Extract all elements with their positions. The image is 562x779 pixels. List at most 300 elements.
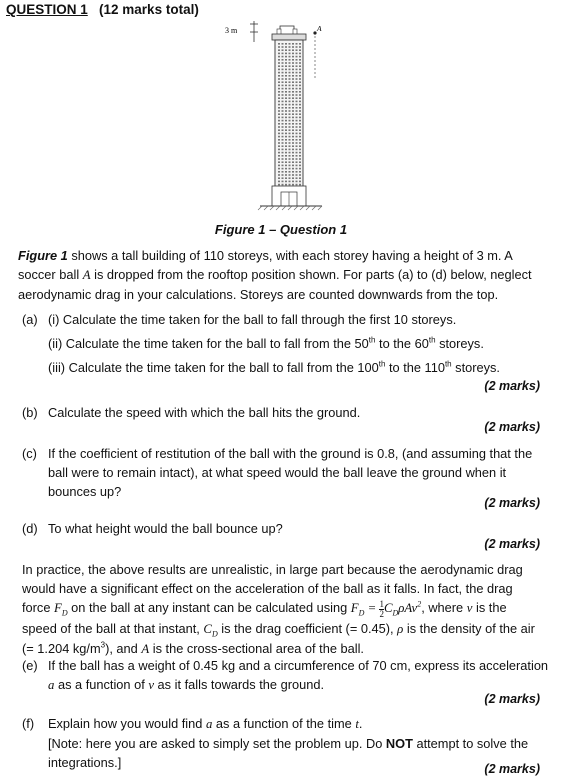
building-window [292, 165, 294, 167]
building-window [299, 136, 301, 138]
building-window [296, 65, 298, 67]
building-window [282, 91, 284, 93]
building-window [282, 133, 284, 135]
building-window [299, 65, 301, 67]
building-window [296, 158, 298, 160]
building-window [278, 104, 280, 106]
building-window [278, 158, 280, 160]
building-window [282, 104, 284, 106]
building-window [285, 59, 287, 61]
building-window [296, 62, 298, 64]
building-window [289, 158, 291, 160]
building-window [299, 56, 301, 58]
building-window [282, 181, 284, 183]
building-window [292, 81, 294, 83]
building-window [289, 88, 291, 90]
building-window [296, 145, 298, 147]
building-window [289, 113, 291, 115]
building-window [282, 136, 284, 138]
building-window [299, 149, 301, 151]
building-window [285, 46, 287, 48]
building-window [296, 78, 298, 80]
building-window [289, 43, 291, 45]
building-window [278, 171, 280, 173]
question-c: (c) If the coefficient of restitution of the ball with the ground is 0.8, (and assuming that the ball were to remain intact), at what speed would the ball leave the ground when it bounces up? [22, 446, 533, 499]
building-window [289, 101, 291, 103]
building-window [278, 69, 280, 71]
building-window [299, 181, 301, 183]
building-window [278, 139, 280, 141]
building-window [285, 101, 287, 103]
building-window [285, 88, 287, 90]
building-window [299, 120, 301, 122]
building-window [296, 168, 298, 170]
building-window [292, 110, 294, 112]
building-window [299, 145, 301, 147]
building-window [289, 165, 291, 167]
building-window [282, 165, 284, 167]
building-window [282, 123, 284, 125]
building-window [285, 174, 287, 176]
building-window [289, 91, 291, 93]
building-window [278, 97, 280, 99]
building-window [296, 161, 298, 163]
building-window [292, 91, 294, 93]
building-window [282, 49, 284, 51]
building-window [285, 152, 287, 154]
building-window [299, 43, 301, 45]
building-window [296, 101, 298, 103]
building-window [285, 168, 287, 170]
building-window [278, 107, 280, 109]
figure-reference: Figure 1 [18, 248, 68, 263]
building-window [296, 155, 298, 157]
building-window [296, 123, 298, 125]
building-window [299, 177, 301, 179]
building-window [278, 49, 280, 51]
building-window [296, 129, 298, 131]
building-window [285, 72, 287, 74]
building-window [296, 97, 298, 99]
building-window [299, 129, 301, 131]
building-window [296, 181, 298, 183]
building-window [278, 129, 280, 131]
building-window [299, 49, 301, 51]
building-window [289, 145, 291, 147]
building-window [285, 136, 287, 138]
building-window [299, 174, 301, 176]
building-window [296, 59, 298, 61]
building-window [292, 101, 294, 103]
building-window [296, 117, 298, 119]
question-number: QUESTION 1 [6, 2, 88, 17]
building-window [296, 139, 298, 141]
building-window [282, 145, 284, 147]
building-window [292, 88, 294, 90]
building-window [278, 133, 280, 135]
building-window [296, 75, 298, 77]
building-window [292, 56, 294, 58]
question-e: (e) If the ball has a weight of 0.45 kg and a circumference of 70 cm, express its acceleration a as a function of v as it falls towards the ground. [22, 658, 549, 692]
building-window [289, 171, 291, 173]
building-window [299, 46, 301, 48]
building-window [289, 123, 291, 125]
building-window [289, 184, 291, 186]
building-window [282, 168, 284, 170]
building-window [285, 110, 287, 112]
question-d: (d) To what height would the ball bounce up? [22, 521, 283, 536]
building-window [282, 117, 284, 119]
building-window [285, 113, 287, 115]
building-window [285, 56, 287, 58]
building-window [278, 88, 280, 90]
practice-paragraph: In practice, the above results are unrealistic, in large part because the aerodynamic drag would have a significant effect on the acceleration of the ball as it falls. In fact, the drag force $F_D$ on the ball at any instant can be calculated using $F_D$ = $\frac{1}{2}$ $C_D\rho Av^2$, where v is the speed of the ball at that instant, $C_D$ is the drag coefficient (= 0.45), ρ is the density of the air (= 1.204 $kg/m^3$), and A is the cross-sectional area of the ball. [22, 562, 535, 656]
building-window [289, 181, 291, 183]
building-window [278, 46, 280, 48]
building-window [289, 56, 291, 58]
building-window [299, 161, 301, 163]
building-window [278, 145, 280, 147]
question-b-marks: (2 marks) [484, 420, 540, 434]
building-window [278, 65, 280, 67]
building-window [292, 49, 294, 51]
building-window [285, 53, 287, 55]
building-window [278, 113, 280, 115]
building-window [285, 91, 287, 93]
building-window [278, 161, 280, 163]
building-window [292, 69, 294, 71]
question-f: (f) Explain how you would find a as a function of the time t. [Note: here you are asked to simply set the problem up. Do NOT attempt to solve the integrations.] [22, 716, 529, 770]
question-a [22, 310, 456, 329]
building-window [292, 59, 294, 61]
building-window [289, 129, 291, 131]
building-window [299, 53, 301, 55]
building-window [296, 81, 298, 83]
building-window [289, 161, 291, 163]
building-window [285, 133, 287, 135]
building-window [289, 136, 291, 138]
building-window [292, 126, 294, 128]
building-window [289, 85, 291, 87]
building-window [289, 120, 291, 122]
building-window [292, 43, 294, 45]
building-window [289, 53, 291, 55]
building-window [282, 161, 284, 163]
building-window [278, 149, 280, 151]
building-window [282, 158, 284, 160]
building-window [289, 126, 291, 128]
building-window [289, 97, 291, 99]
building-window [292, 65, 294, 67]
building-window [278, 152, 280, 154]
building-window [285, 85, 287, 87]
building-window [292, 46, 294, 48]
building-window [292, 123, 294, 125]
building-window [285, 123, 287, 125]
figure-caption: Figure 1 – Question 1 [214, 222, 348, 237]
building-window [296, 56, 298, 58]
building-window [282, 139, 284, 141]
building-window [289, 155, 291, 157]
building-window [282, 142, 284, 144]
building-window [282, 69, 284, 71]
building-window [278, 78, 280, 80]
building-window [299, 85, 301, 87]
building-window [296, 171, 298, 173]
building-window [278, 53, 280, 55]
building-window [282, 184, 284, 186]
building-window [282, 113, 284, 115]
building-window [296, 107, 298, 109]
question-a-iii: (iii) Calculate the time taken for the ball to fall from the 100th to the 110th storeys. [48, 359, 500, 375]
building-window [292, 177, 294, 179]
building-window [299, 117, 301, 119]
building-window [285, 129, 287, 131]
building-window [292, 174, 294, 176]
building-window [289, 139, 291, 141]
building-window [282, 65, 284, 67]
building-window [296, 69, 298, 71]
building-window [292, 152, 294, 154]
question-a-marks: (2 marks) [484, 379, 540, 393]
building-window [299, 133, 301, 135]
building-window [282, 152, 284, 154]
question-a-i: (i) Calculate the time taken for the ball to fall through the first 10 storeys. [48, 312, 457, 327]
building-window [299, 152, 301, 154]
building-window [285, 155, 287, 157]
building-window [299, 104, 301, 106]
building-window [285, 139, 287, 141]
building-window [299, 171, 301, 173]
building-window [292, 133, 294, 135]
building-window [299, 155, 301, 157]
building-window [285, 145, 287, 147]
building-window [278, 184, 280, 186]
building-window [285, 107, 287, 109]
building-window [278, 126, 280, 128]
building-window [289, 46, 291, 48]
building-window [278, 110, 280, 112]
building-window [292, 72, 294, 74]
building-window [285, 62, 287, 64]
building-window [278, 43, 280, 45]
drag-equation: $F_D$ = $\frac{1}{2}$ $C_D\rho Av^2$ [350, 598, 422, 619]
building-window [299, 88, 301, 90]
building-window [285, 161, 287, 163]
building-window [292, 107, 294, 109]
building-window [282, 62, 284, 64]
building-window [299, 139, 301, 141]
building-window [289, 75, 291, 77]
building-window [282, 110, 284, 112]
question-title [6, 2, 199, 17]
building-window [282, 56, 284, 58]
building-window [285, 69, 287, 71]
building-window [289, 142, 291, 144]
building-window [299, 94, 301, 96]
building-window [299, 113, 301, 115]
building-window [299, 62, 301, 64]
building-window [278, 56, 280, 58]
question-a-ii: (ii) Calculate the time taken for the ball to fall from the 50th to the 60th storeys. [48, 335, 484, 351]
building-window [292, 120, 294, 122]
building-window [296, 53, 298, 55]
building-window [296, 91, 298, 93]
building-window [282, 107, 284, 109]
building-window [299, 158, 301, 160]
building-window [289, 81, 291, 83]
building-window [282, 94, 284, 96]
building-window [278, 72, 280, 74]
building-window [289, 117, 291, 119]
building-window [289, 65, 291, 67]
building-window [299, 184, 301, 186]
building-window [296, 152, 298, 154]
building-window [289, 62, 291, 64]
building-window [292, 171, 294, 173]
building-window [296, 88, 298, 90]
building-window [285, 184, 287, 186]
building-window [296, 120, 298, 122]
building-window [292, 53, 294, 55]
building-window [285, 78, 287, 80]
building-window [282, 126, 284, 128]
building-window [296, 177, 298, 179]
building-window [296, 149, 298, 151]
building-window [296, 165, 298, 167]
building-window [299, 97, 301, 99]
height-label: 3 m [225, 26, 238, 35]
building-window [296, 110, 298, 112]
building-window [292, 161, 294, 163]
building-window [285, 165, 287, 167]
building-window [289, 59, 291, 61]
building-window [285, 117, 287, 119]
building-window [285, 120, 287, 122]
building-window [285, 158, 287, 160]
building-window [292, 104, 294, 106]
building-window [285, 81, 287, 83]
building-window [282, 149, 284, 151]
question-f-marks: (2 marks) [484, 762, 540, 776]
building-window [296, 43, 298, 45]
building-window [278, 177, 280, 179]
building-window [278, 75, 280, 77]
building-window [292, 139, 294, 141]
intro-paragraph: Figure 1 shows a tall building of 110 storeys, with each storey having a height of 3 m. A soccer ball A is dropped from the rooftop position shown. For parts (a) to (d) below, neglect aerodynamic drag in your calculations. Storeys are counted downwards from the top. [18, 248, 532, 302]
building-window [296, 113, 298, 115]
building-window [289, 94, 291, 96]
building-window [292, 145, 294, 147]
building-window [296, 184, 298, 186]
building-window [278, 81, 280, 83]
building-window [296, 174, 298, 176]
building-window [282, 72, 284, 74]
question-d-marks: (2 marks) [484, 537, 540, 551]
building-window [285, 142, 287, 144]
building-window [285, 149, 287, 151]
building-window [299, 72, 301, 74]
building-window [282, 129, 284, 131]
building-window [285, 104, 287, 106]
building-window [299, 91, 301, 93]
question-e-marks: (2 marks) [484, 692, 540, 706]
building-window [299, 142, 301, 144]
building-window [289, 168, 291, 170]
building-window [299, 81, 301, 83]
building-window [282, 53, 284, 55]
building-window [278, 94, 280, 96]
building-window [282, 78, 284, 80]
building-window [299, 168, 301, 170]
building-window [278, 136, 280, 138]
building-window [278, 59, 280, 61]
building-window [285, 126, 287, 128]
building-window [296, 94, 298, 96]
building-window [299, 123, 301, 125]
building-window [292, 149, 294, 151]
building-window [292, 155, 294, 157]
building-window [299, 165, 301, 167]
building-window [289, 49, 291, 51]
building-window [278, 174, 280, 176]
building-window [299, 126, 301, 128]
building-figure [220, 18, 340, 214]
building-window [289, 177, 291, 179]
building-window [296, 133, 298, 135]
building-window [289, 152, 291, 154]
building-window [296, 136, 298, 138]
building-window [278, 142, 280, 144]
building-window [292, 158, 294, 160]
building-window [296, 72, 298, 74]
building-window [296, 104, 298, 106]
building-window [282, 171, 284, 173]
building-window [285, 94, 287, 96]
building-window [282, 43, 284, 45]
building-window [289, 104, 291, 106]
building-window [282, 75, 284, 77]
building-window [278, 120, 280, 122]
building-window [278, 168, 280, 170]
building-window [289, 69, 291, 71]
point-a-label: A [317, 24, 322, 33]
building-window [296, 49, 298, 51]
building-window [278, 181, 280, 183]
building-window [292, 142, 294, 144]
building-window [282, 177, 284, 179]
building-window [292, 184, 294, 186]
building-window [282, 88, 284, 90]
building-window [289, 78, 291, 80]
building-window [282, 81, 284, 83]
building-window [289, 174, 291, 176]
building-window [299, 101, 301, 103]
building-window [278, 123, 280, 125]
building-window [278, 62, 280, 64]
building-window [292, 62, 294, 64]
building-window [299, 69, 301, 71]
building-window [289, 110, 291, 112]
building-window [292, 75, 294, 77]
building-window [292, 113, 294, 115]
total-marks: (12 marks total) [99, 2, 199, 17]
building-window [285, 181, 287, 183]
building-window [299, 75, 301, 77]
building-window [285, 49, 287, 51]
building-window [289, 107, 291, 109]
building-window [282, 59, 284, 61]
